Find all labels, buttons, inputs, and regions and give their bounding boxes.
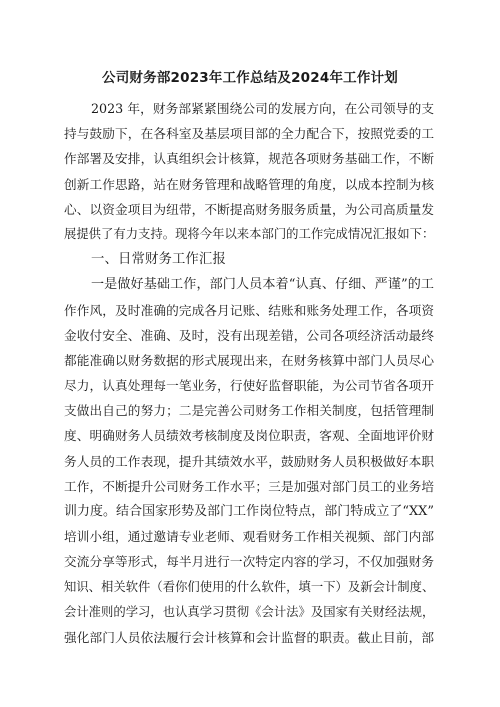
paragraph-line: 作作风，及时准确的完成各月记账、结账和账务处理工作，各项资	[64, 302, 434, 318]
paragraph-line: 度、明确财务人员绩效考核制度及岗位职责，客观、全面地评价财	[64, 428, 434, 444]
paragraph-line: 一是做好基础工作，部门人员本着“认真、仔细、严谨”的工	[91, 277, 434, 293]
paragraph-line: 强化部门人员依法履行会计核算和会计监督的职责。截止目前，部	[64, 629, 434, 645]
paragraph-line: 金收付安全、准确、及时，没有出现差错，公司各项经济活动最终	[64, 327, 434, 343]
paragraph-line: 会计准则的学习，也认真学习贯彻《会计法》及国家有关财经法规，	[64, 604, 435, 619]
document-title: 公司财务部2023年工作总结及2024年工作计划	[102, 70, 398, 86]
paragraph-line: 务人员的工作表现，提升其绩效水平，鼓励财务人员积极做好本职	[64, 453, 434, 469]
paragraph-line: 心、以资金项目为纽带，不断提高财务服务质量，为公司高质量发	[64, 201, 434, 217]
paragraph-line: 知识、相关软件（看你们使用的什么软件，填一下）及新会计制度、	[64, 579, 435, 594]
paragraph-line: 作部署及安排，认真组织会计核算，规范各项财务基础工作，不断	[64, 151, 434, 167]
paragraph-line: 2023 年，财务部紧紧围绕公司的发展方向，在公司领导的支	[91, 101, 434, 116]
paragraph-line: 支做出自己的努力；二是完善公司财务工作相关制度，包括管理制	[64, 403, 434, 419]
paragraph-line: 交流分享等形式，每半月进行一次特定内容的学习，不仅加强财务	[64, 554, 434, 570]
paragraph-line: 工作，不断提升公司财务工作水平；三是加强对部门员工的业务培	[64, 478, 434, 494]
document-body	[64, 96, 434, 650]
section-heading: 一、日常财务工作汇报	[91, 252, 226, 268]
paragraph-line: 都能准确以财务数据的形式展现出来，在财务核算中部门人员尽心	[64, 352, 434, 368]
paragraph-line: 持与鼓励下，在各科室及基层项目部的全力配合下，按照党委的工	[64, 126, 434, 142]
paragraph-line: 培训小组，通过邀请专业老师、观看财务工作相关视频、部门内部	[64, 529, 434, 545]
paragraph-line: 展提供了有力支持。现将今年以来本部门的工作完成情况汇报如下：	[64, 226, 435, 241]
paragraph-line: 创新工作思路，站在财务管理和战略管理的角度，以成本控制为核	[64, 176, 434, 192]
paragraph-line: 尽力，认真处理每一笔业务，行使好监督职能，为公司节省各项开	[64, 378, 434, 394]
paragraph-line: 训力度。结合国家形势及部门工作岗位特点，部门特成立了“XX”	[64, 504, 434, 519]
